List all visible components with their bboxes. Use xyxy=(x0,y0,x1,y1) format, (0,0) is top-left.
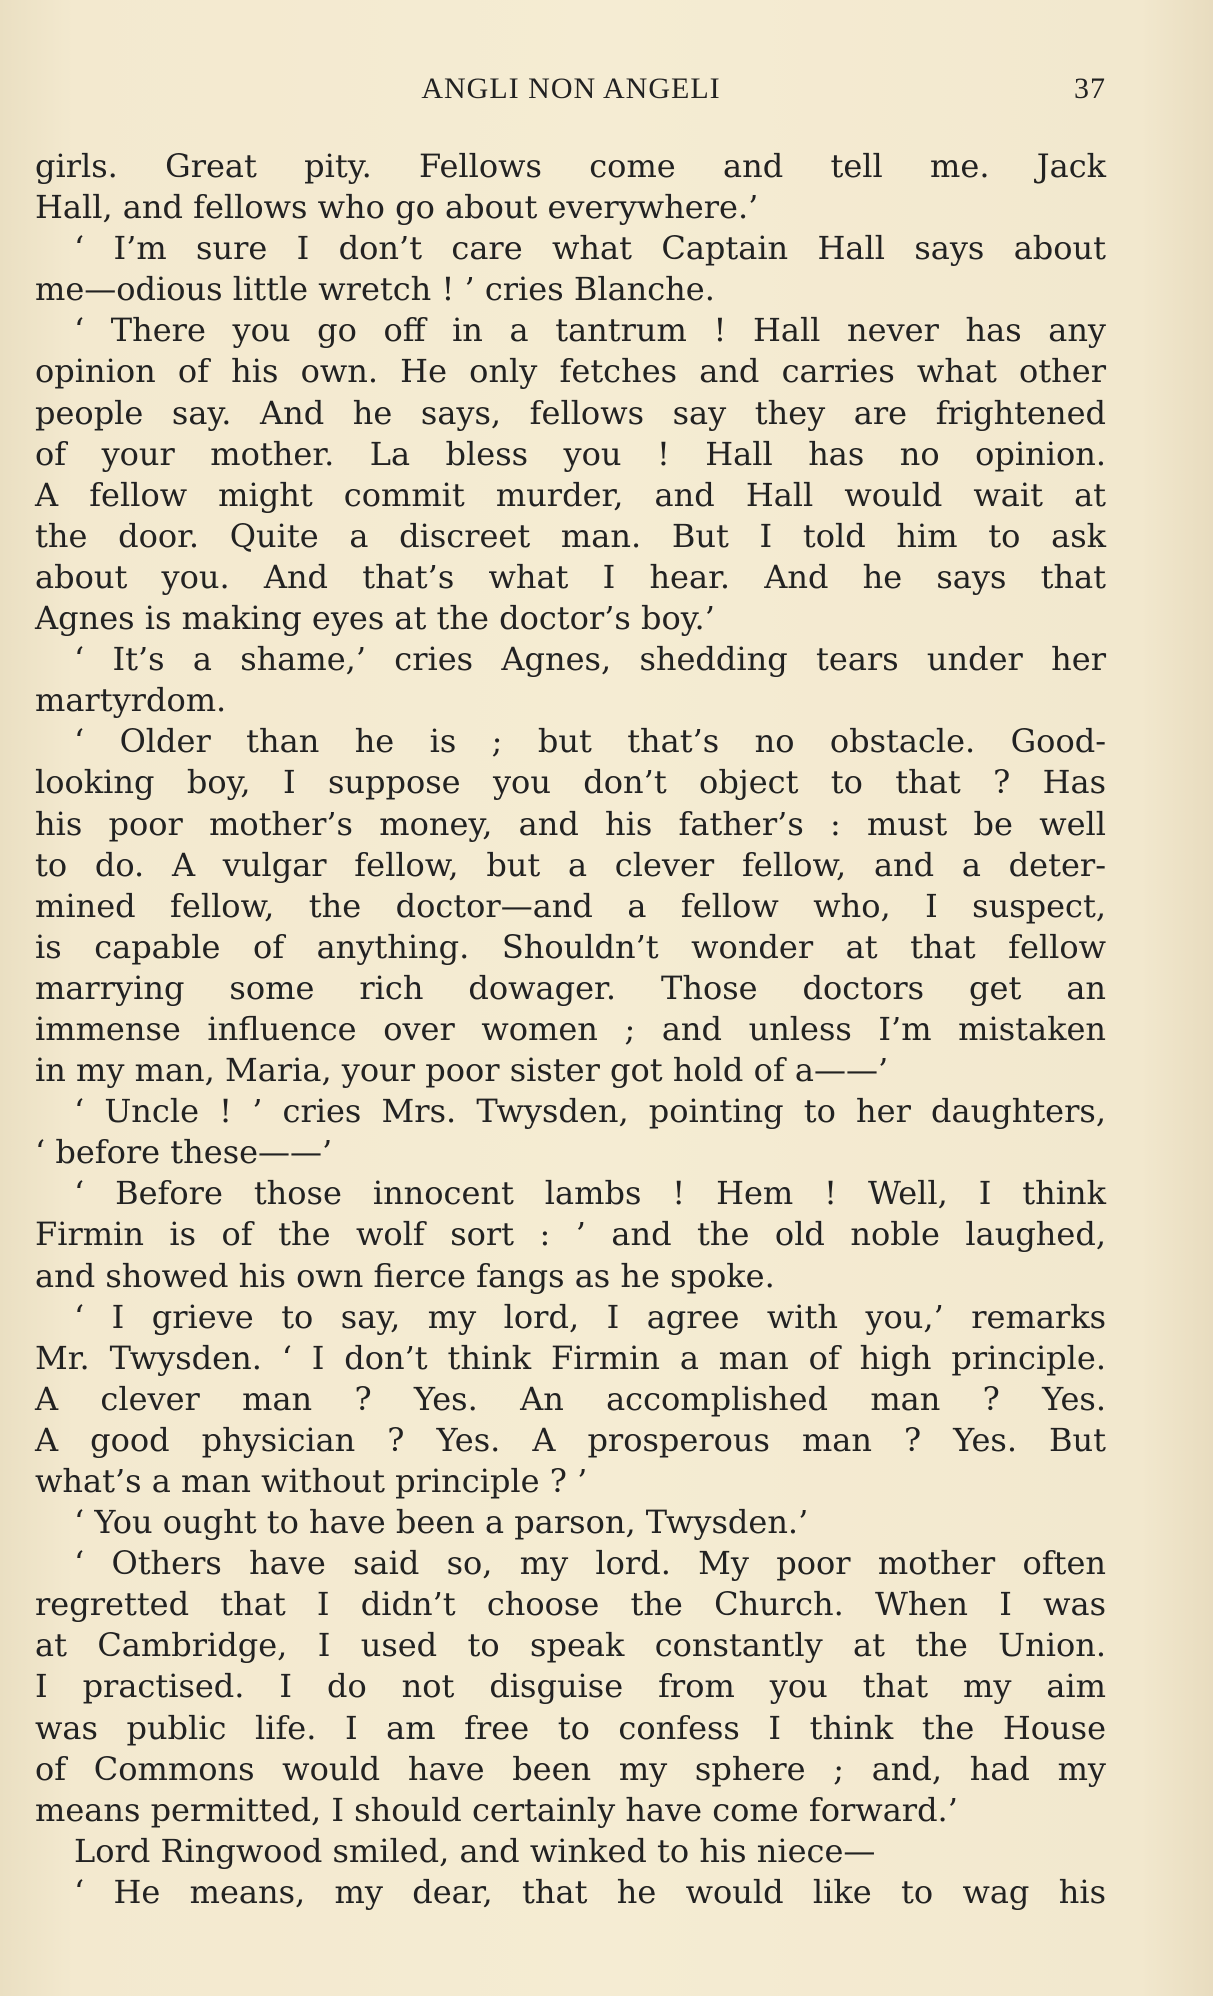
text-line: ‘ Before those innocent lambs ! Hem ! Well, I think xyxy=(74,1174,1106,1213)
text-line: ‘ before these——’ xyxy=(35,1133,333,1172)
text-line: I practised. I do not disguise from you that my aim xyxy=(35,1667,1106,1706)
text-line: regretted that I didn’t choose the Church. When I was xyxy=(35,1585,1106,1624)
text-line: in my man, Maria, your poor sister got hold of a——’ xyxy=(35,1051,889,1090)
text-line: is capable of anything. Shouldn’t wonder at that fellow xyxy=(35,927,1106,966)
text-line: Hall, and fellows who go about everywhere.’ xyxy=(35,188,759,227)
text-line: Firmin is of the wolf sort : ’ and the old noble laughed, xyxy=(35,1215,1106,1254)
text-line: girls. Great pity. Fellows come and tell me. Jack xyxy=(35,147,1106,185)
text-line: martyrdom. xyxy=(35,681,227,720)
text-line: the door. Quite a discreet man. But I told him to ask xyxy=(35,516,1106,555)
text-line: looking boy, I suppose you don’t object to that ? Has xyxy=(35,763,1106,802)
text-line: what’s a man without principle ? ’ xyxy=(35,1462,588,1500)
text-line: A good physician ? Yes. A prosperous man ? Yes. But xyxy=(35,1420,1106,1459)
text-line: people say. And he says, fellows say they are frightened xyxy=(35,393,1106,432)
text-line: about you. And that’s what I hear. And he says that xyxy=(35,557,1106,596)
text-line: Lord Ringwood smiled, and winked to his niece— xyxy=(74,1831,876,1870)
text-line: and showed his own fierce fangs as he spoke. xyxy=(35,1256,775,1295)
text-line: ‘ There you go off in a tantrum ! Hall never has any xyxy=(74,311,1106,350)
text-line: ‘ He means, my dear, that he would like to wag his xyxy=(74,1872,1106,1911)
text-line: to do. A vulgar fellow, but a clever fellow, and a deter- xyxy=(35,845,1106,884)
text-line: ‘ It’s a shame,’ cries Agnes, shedding tears under her xyxy=(74,640,1106,679)
page-number: 37 xyxy=(1074,72,1106,105)
text-line: ‘ You ought to have been a parson, Twysden.’ xyxy=(74,1503,809,1542)
text-line: means permitted, I should certainly have come forward.’ xyxy=(35,1790,958,1829)
text-line: ‘ I grieve to say, my lord, I agree with you,’ remarks xyxy=(74,1297,1106,1336)
text-line: mined fellow, the doctor—and a fellow who, I suspect, xyxy=(35,886,1106,925)
text-line: of Commons would have been my sphere ; and, had my xyxy=(35,1749,1106,1788)
text-line: marrying some rich dowager. Those doctors get an xyxy=(35,968,1106,1007)
text-line: A clever man ? Yes. An accomplished man ? Yes. xyxy=(35,1379,1106,1418)
text-line: his poor mother’s money, and his father’s : must be well xyxy=(35,804,1106,843)
text-line: at Cambridge, I used to speak constantly at the Union. xyxy=(35,1626,1106,1665)
text-line: me—odious little wretch ! ’ cries Blanche. xyxy=(35,270,715,309)
text-line: Agnes is making eyes at the doctor’s boy.’ xyxy=(35,599,715,638)
text-line: of your mother. La bless you ! Hall has no opinion. xyxy=(35,434,1106,473)
text-line: ‘ Uncle ! ’ cries Mrs. Twysden, pointing to her daughters, xyxy=(74,1092,1106,1131)
text-line: Mr. Twysden. ‘ I don’t think Firmin a man of high principle. xyxy=(35,1338,1106,1377)
running-head xyxy=(36,72,1106,112)
text-line: ‘ Older than he is ; but that’s no obstacle. Good- xyxy=(74,722,1106,761)
text-line: was public life. I am free to confess I think the House xyxy=(35,1708,1106,1747)
text-line: ‘ Others have said so, my lord. My poor mother often xyxy=(74,1544,1106,1583)
running-title: ANGLI NON ANGELI xyxy=(421,72,721,105)
text-line: opinion of his own. He only fetches and carries what other xyxy=(35,352,1106,391)
text-line: A fellow might commit murder, and Hall would wait at xyxy=(35,475,1106,514)
body-text xyxy=(35,146,1106,1913)
text-line: immense influence over women ; and unless I’m mistaken xyxy=(35,1009,1106,1048)
text-line: ‘ I’m sure I don’t care what Captain Hall says about xyxy=(74,229,1106,268)
